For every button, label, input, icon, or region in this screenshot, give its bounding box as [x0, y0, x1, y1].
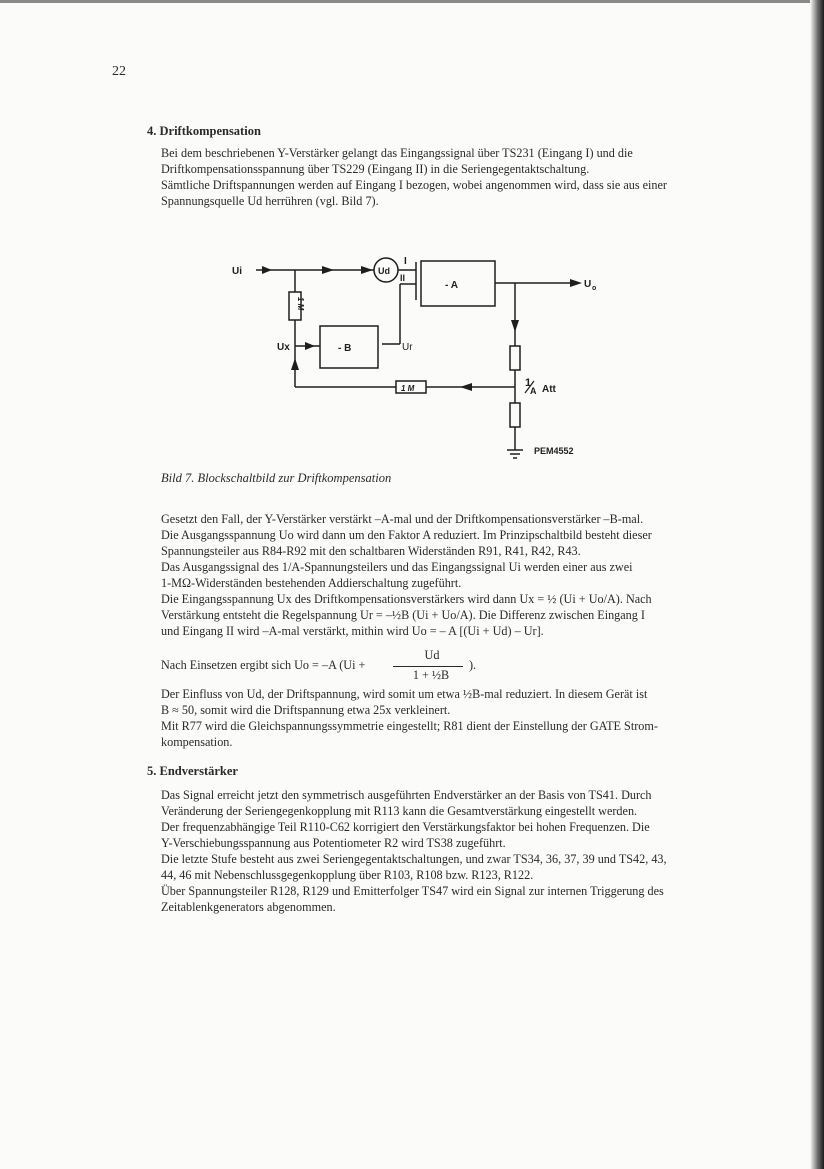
text-line: 1-MΩ-Widerständen bestehenden Addierschaltung zugeführt. — [161, 576, 462, 590]
label-att-frac-den: A — [530, 386, 537, 396]
label-ux: Ux — [277, 342, 290, 353]
section-4-title: 4. Driftkompensation — [147, 124, 261, 138]
section-4-body-2 — [161, 686, 743, 750]
text-line: Über Spannungsteiler R128, R129 und Emitterfolger TS47 wird ein Signal zur internen Triggerung des — [161, 884, 664, 898]
formula — [161, 648, 721, 684]
label-ui: Ui — [232, 266, 242, 277]
formula-fraction-bar — [393, 666, 463, 667]
text-line: kompensation. — [161, 735, 233, 749]
text-line: B ≈ 50, somit wird die Driftspannung etwa 25x verkleinert. — [161, 703, 451, 717]
text-line: Veränderung der Seriengegenkopplung mit R113 kann die Gesamtverstärkung eingestellt werden. — [161, 804, 638, 818]
text-line: Gesetzt den Fall, der Y-Verstärker verstärkt –A-mal und der Driftkompensationsverstärker –B-mal. — [161, 512, 644, 526]
label-uo-sub: o — [592, 285, 597, 292]
arrow-ux — [305, 342, 315, 350]
page-top-edge — [0, 0, 824, 3]
amplifier-a-box — [421, 261, 495, 306]
formula-numerator: Ud — [424, 648, 440, 662]
text-line: Sämtliche Driftspannungen werden auf Eingang I bezogen, wobei angenommen wird, dass sie aus einer — [161, 178, 667, 192]
label-ud: Ud — [378, 266, 390, 276]
arrow-feedback — [460, 383, 472, 391]
section-4-body — [161, 511, 743, 639]
att-resistor-upper — [510, 346, 520, 370]
text-line: Der frequenzabhängige Teil R110-C62 korrigiert den Verstärkungsfaktor bei hohen Frequenzen. Die — [161, 820, 650, 834]
formula-denominator: 1 + ½B — [412, 668, 450, 682]
text-line: Die Eingangsspannung Ux des Driftkompensationsverstärkers wird dann Ux = ½ (Ui + Uo/A). Nach — [161, 592, 652, 606]
label-input-2: II — [400, 273, 406, 283]
block-diagram — [220, 250, 600, 468]
section-5-title: 5. Endverstärker — [147, 764, 238, 778]
text-line: Mit R77 wird die Gleichspannungssymmetrie eingestellt; R81 dient der Einstellung der GATE Strom- — [161, 719, 658, 733]
label-1m-horizontal: 1 M — [401, 384, 415, 393]
arrow-feedback-up — [291, 358, 299, 370]
text-line: Verstärkung entsteht die Regelspannung Ur = –½B (Ui + Uo/A). Die Differenz zwischen Eingang I — [161, 608, 645, 622]
section-4-intro — [161, 145, 743, 209]
label-uo: U — [584, 279, 592, 290]
section-5-body — [161, 787, 743, 915]
text-line: 44, 46 mit Nebenschlussgegenkopplung über R103, R108 bzw. R123, R122. — [161, 868, 534, 882]
figure-caption: Bild 7. Blockschaltbild zur Driftkompensation — [161, 471, 392, 485]
label-input-1: I — [404, 256, 407, 267]
text-line: Der Einfluss von Ud, der Driftspannung, wird somit um etwa ½B-mal reduziert. In diesem Gerät ist — [161, 687, 648, 701]
text-line: Driftkompensationsspannung über TS229 (Eingang II) in die Seriengegentaktschaltung. — [161, 162, 590, 176]
arrow-ui-2 — [322, 266, 334, 274]
page-number: 22 — [112, 64, 126, 79]
text-line: und Eingang II wird –A-mal verstärkt, mithin wird Uo = – A [(Ui + Ud) – Ur]. — [161, 624, 544, 638]
arrow-output — [570, 279, 582, 287]
text-line: Das Ausgangssignal des 1/A-Spannungsteilers und das Eingangssignal Ui werden einer aus zwei — [161, 560, 633, 574]
label-att: Att — [542, 384, 556, 395]
text-line: Das Signal erreicht jetzt den symmetrisch ausgeführten Endverstärker an der Basis von TS41. Durch — [161, 788, 652, 802]
text-line: Zeitablenkgenerators abgenommen. — [161, 900, 336, 914]
formula-lead: Nach Einsetzen ergibt sich Uo = –A (Ui + — [161, 658, 366, 672]
label-1m-vertical: 1 M — [296, 297, 305, 311]
label-att-frac-num: 1 — [525, 377, 532, 389]
label-ur: Ur — [402, 342, 413, 353]
label-amp-b: - B — [338, 343, 352, 354]
arrow-ui — [262, 266, 272, 274]
text-line: Die letzte Stufe besteht aus zwei Seriengegentaktschaltungen, und zwar TS34, 36, 37, 39 und TS42, 43, — [161, 852, 667, 866]
text-line: Die Ausgangsspannung Uo wird dann um den Faktor A reduziert. Im Prinzipschaltbild besteht dieser — [161, 528, 652, 542]
text-line: Spannungsquelle Ud herrühren (vgl. Bild 7). — [161, 194, 379, 208]
page-right-edge-shadow — [810, 0, 824, 1169]
text-line: Bei dem beschriebenen Y-Verstärker gelangt das Eingangssignal über TS231 (Eingang I) und die — [161, 146, 633, 160]
label-amp-a: - A — [445, 280, 458, 291]
arrow-ud — [361, 266, 373, 274]
att-resistor-lower — [510, 403, 520, 427]
text-line: Spannungsteiler aus R84-R92 mit den schaltbaren Widerständen R91, R41, R42, R43. — [161, 544, 581, 558]
arrow-att — [511, 320, 519, 332]
text-line: Y-Verschiebungsspannung aus Potentiometer R2 wird TS38 zugeführt. — [161, 836, 506, 850]
formula-tail: ). — [469, 658, 477, 672]
label-code: PEM4552 — [534, 446, 574, 456]
